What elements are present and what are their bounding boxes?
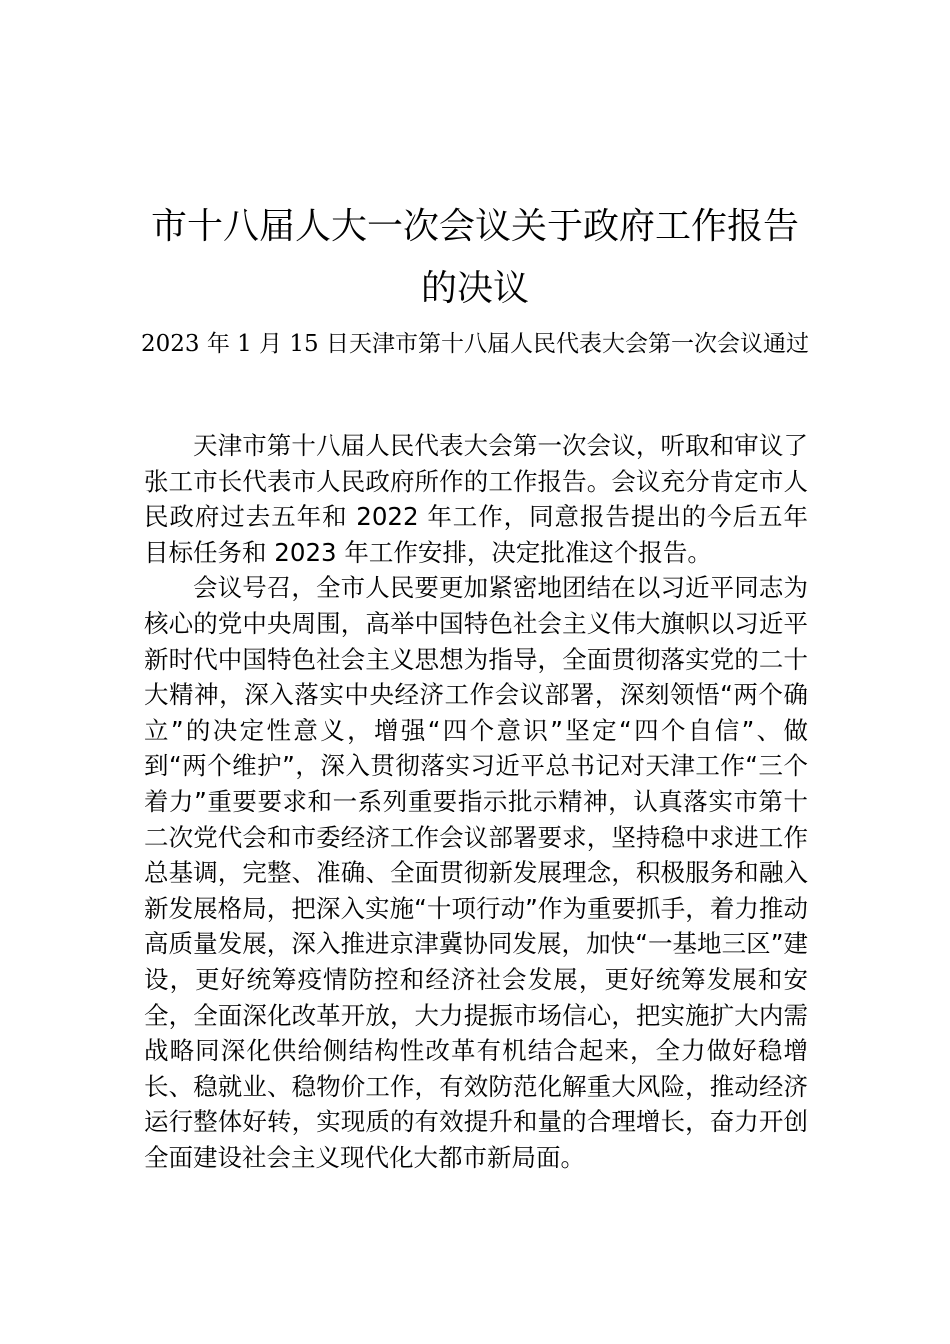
body-paragraph: 天津市第十八届人民代表大会第一次会议，听取和审议了张工市长代表市人民政府所作的工作报告。会议充分肯定市人民政府过去五年和 2022 年工作，同意报告提出的今后五年目标任务和 2023 年工作安排，决定批准这个报告。 bbox=[144, 431, 808, 567]
document-body bbox=[144, 428, 808, 1175]
document-title: 市十八届人大一次会议关于政府工作报告的决议 bbox=[150, 206, 799, 309]
adoption-note: 2023 年 1 月 15 日天津市第十八届人民代表大会第一次会议通过 bbox=[141, 331, 809, 357]
body-paragraph: 会议号召，全市人民要更加紧密地团结在以习近平同志为核心的党中央周围，高举中国特色社会主义伟大旗帜以习近平新时代中国特色社会主义思想为指导，全面贯彻落实党的二十大精神，深入落实中央经济工作会议部署，深刻领悟“两个确立”的决定性意义，增强“四个意识”坚定“四个自信”、做到“两个维护”，深入贯彻落实习近平总书记对天津工作“三个着力”重要要求和一系列重要指示批示精神，认真落实市第十二次党代会和市委经济工作会议部署要求，坚持稳中求进工作总基调，完整、准确、全面贯彻新发展理念，积极服务和融入新发展格局，把深入实施“十项行动”作为重要抓手，着力推动高质量发展，深入推进京津冀协同发展，加快“一基地三区”建设，更好统筹疫情防控和经济社会发展，更好统筹发展和安全，全面深化改革开放，大力提振市场信心，把实施扩大内需战略同深化供给侧结构性改革有机结合起来，全力做好稳增长、稳就业、稳物价工作，有效防范化解重大风险，推动经济运行整体好转，实现质的有效提升和量的合理增长，奋力开创全面建设社会主义现代化大都市新局面。 bbox=[144, 573, 808, 1172]
